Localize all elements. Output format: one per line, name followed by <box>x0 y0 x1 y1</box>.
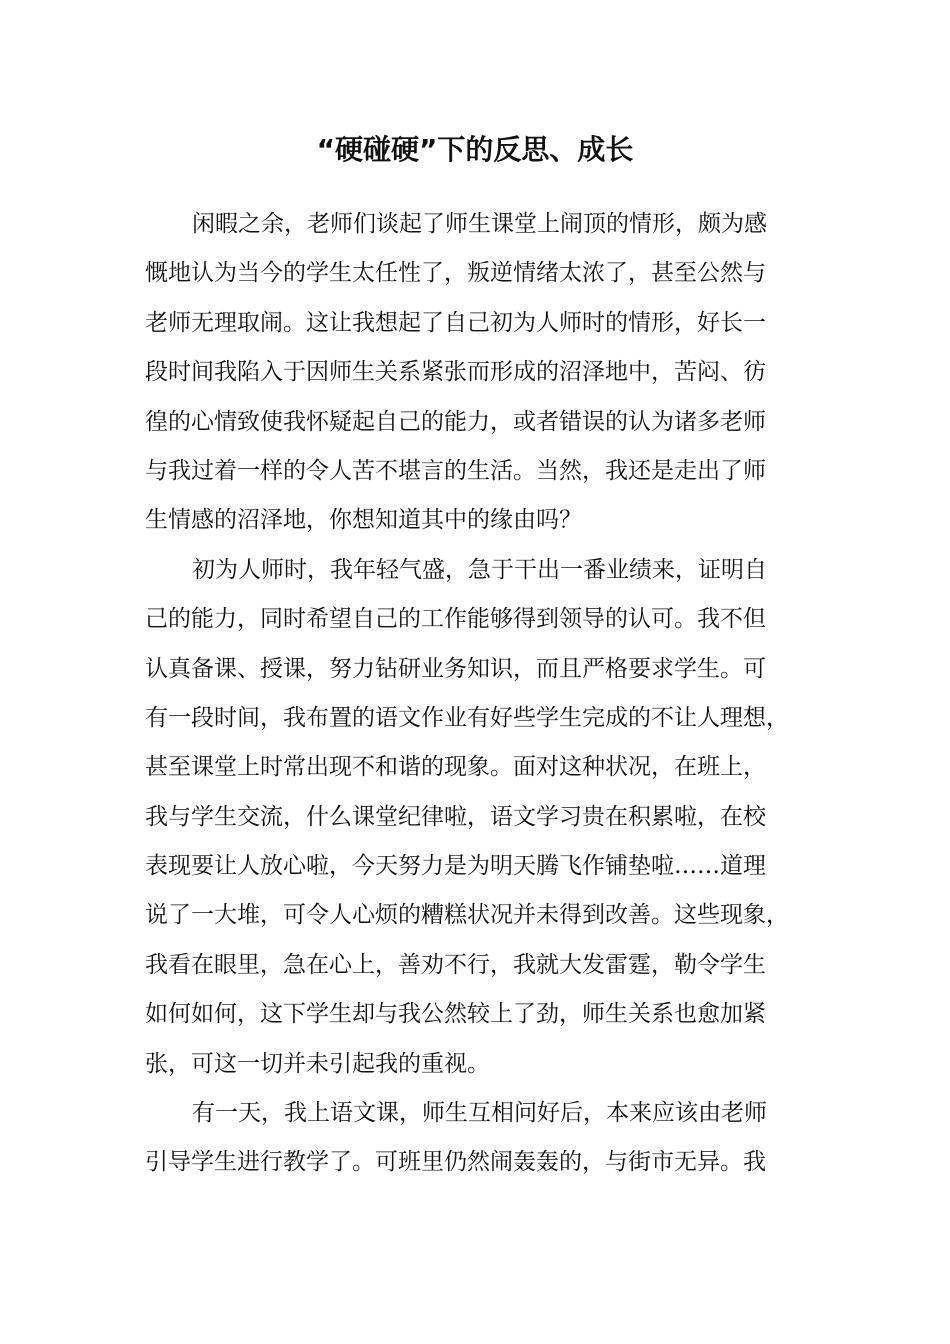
text-line: 认真备课、授课，努力钻研业务知识，而且严格要求学生。可 <box>145 655 766 682</box>
document-title: “硬碰硬”下的反思、成长 <box>316 133 634 166</box>
text-line: 生情感的沼泽地，你想知道其中的缘由吗？ <box>145 507 582 534</box>
text-line: 有一段时间，我布置的语文作业有好些学生完成的不让人理想， <box>145 704 789 731</box>
text-line: 表现要让人放心啦，今天努力是为明天腾飞作铺垫啦……道理 <box>145 853 766 880</box>
text-line: 说了一大堆，可令人心烦的糟糕状况并未得到改善。这些现象， <box>145 902 789 929</box>
document-body <box>145 200 825 1188</box>
text-line: 张，可这一切并未引起我的重视。 <box>145 1050 490 1077</box>
text-line: 老师无理取闹。这让我想起了自己初为人师时的情形，好长一 <box>145 309 766 336</box>
text-line: 慨地认为当今的学生太任性了，叛逆情绪太浓了，甚至公然与 <box>145 260 766 287</box>
text-line: 段时间我陷入于因师生关系紧张而形成的沼泽地中，苦闷、彷 <box>145 359 766 386</box>
paragraph-first-line: 闲暇之余，老师们谈起了师生课堂上闹顶的情形，颇为感 <box>192 211 767 237</box>
text-line: 徨的心情致使我怀疑起自己的能力，或者错误的认为诸多老师 <box>145 408 766 435</box>
text-line: 甚至课堂上时常出现不和谐的现象。面对这种状况，在班上， <box>145 754 766 781</box>
text-line: 如何如何，这下学生却与我公然较上了劲，师生关系也愈加紧 <box>145 1001 766 1028</box>
text-line: 与我过着一样的令人苦不堪言的生活。当然，我还是走出了师 <box>145 457 766 484</box>
text-line: 我看在眼里，急在心上，善劝不行，我就大发雷霆，勒令学生 <box>145 951 766 978</box>
paragraph-first-line: 初为人师时，我年轻气盛，急于干出一番业绩来，证明自 <box>192 556 767 583</box>
text-line: 引导学生进行教学了。可班里仍然闹轰轰的，与街市无异。我 <box>145 1149 766 1176</box>
paragraph-first-line: 有一天，我上语文课，师生互相问好后，本来应该由老师 <box>192 1100 767 1127</box>
text-line: 己的能力，同时希望自己的工作能够得到领导的认可。我不但 <box>145 606 766 633</box>
text-line: 我与学生交流，什么课堂纪律啦，语文学习贵在积累啦，在校 <box>145 803 766 830</box>
